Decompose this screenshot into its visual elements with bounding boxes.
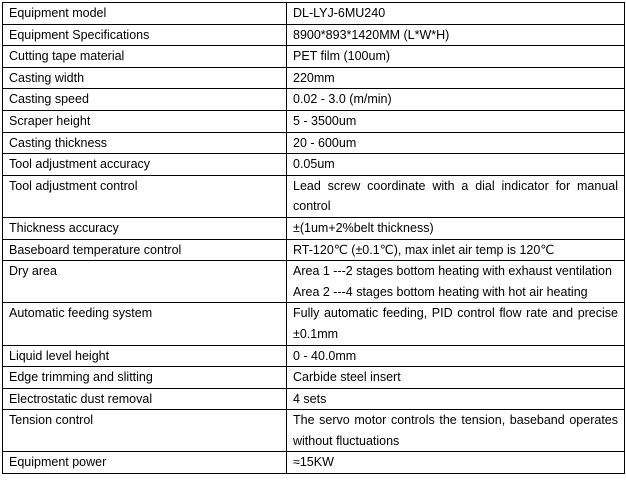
table-row	[3, 89, 625, 111]
spec-label: Casting width	[3, 67, 287, 89]
dry-area-line-1: Area 1 ---2 stages bottom heating with exhaust ventilation	[293, 264, 612, 279]
table-row	[3, 46, 625, 68]
spec-value: ±(1um+2%belt thickness)	[287, 217, 625, 239]
spec-value: 20 - 600um	[287, 132, 625, 154]
spec-value: The servo motor controls the tension, baseband operates without fluctuations	[287, 410, 625, 452]
table-row	[3, 217, 625, 239]
spec-value: 0.05um	[287, 154, 625, 176]
spec-label: Tension control	[3, 410, 287, 452]
table-row	[3, 345, 625, 367]
spec-label: Electrostatic dust removal	[3, 388, 287, 410]
spec-label: Tool adjustment control	[3, 175, 287, 217]
spec-label: Edge trimming and slitting	[3, 367, 287, 389]
spec-label: Casting thickness	[3, 132, 287, 154]
table-row	[3, 239, 625, 261]
spec-value: DL-LYJ-6MU240	[287, 3, 625, 25]
spec-label: Equipment power	[3, 452, 287, 474]
table-row	[3, 452, 625, 474]
spec-value: 4 sets	[287, 388, 625, 410]
spec-value: PET film (100um)	[287, 46, 625, 68]
table-row	[3, 175, 625, 217]
spec-label: Liquid level height	[3, 345, 287, 367]
dry-area-line-2: Area 2 ---4 stages bottom heating with hot air heating	[293, 284, 588, 299]
spec-label: Casting speed	[3, 89, 287, 111]
spec-value: Fully automatic feeding, PID control flow rate and precise ±0.1mm	[287, 303, 625, 345]
spec-value: 8900*893*1420MM (L*W*H)	[287, 24, 625, 46]
spec-label: Thickness accuracy	[3, 217, 287, 239]
table-row	[3, 303, 625, 345]
table-row	[3, 367, 625, 389]
table-row	[3, 388, 625, 410]
spec-label: Dry area	[3, 261, 287, 303]
spec-value: 0.02 - 3.0 (m/min)	[287, 89, 625, 111]
spec-value: RT-120℃ (±0.1℃), max inlet air temp is 120℃	[287, 239, 625, 261]
table-row	[3, 110, 625, 132]
spec-label: Scraper height	[3, 110, 287, 132]
spec-value: 0 - 40.0mm	[287, 345, 625, 367]
table-row	[3, 132, 625, 154]
spec-label: Tool adjustment accuracy	[3, 154, 287, 176]
spec-value: ≈15KW	[287, 452, 625, 474]
spec-value	[287, 261, 625, 303]
table-row	[3, 261, 625, 303]
table-row	[3, 24, 625, 46]
spec-label: Equipment Specifications	[3, 24, 287, 46]
spec-value: Carbide steel insert	[287, 367, 625, 389]
spec-value: 220mm	[287, 67, 625, 89]
equipment-spec-table	[2, 2, 625, 474]
table-row	[3, 3, 625, 25]
table-row	[3, 67, 625, 89]
spec-label: Cutting tape material	[3, 46, 287, 68]
spec-value: 5 - 3500um	[287, 110, 625, 132]
spec-label: Equipment model	[3, 3, 287, 25]
spec-label: Automatic feeding system	[3, 303, 287, 345]
table-row	[3, 154, 625, 176]
spec-value: Lead screw coordinate with a dial indicator for manual control	[287, 175, 625, 217]
spec-label: Baseboard temperature control	[3, 239, 287, 261]
table-row	[3, 410, 625, 452]
